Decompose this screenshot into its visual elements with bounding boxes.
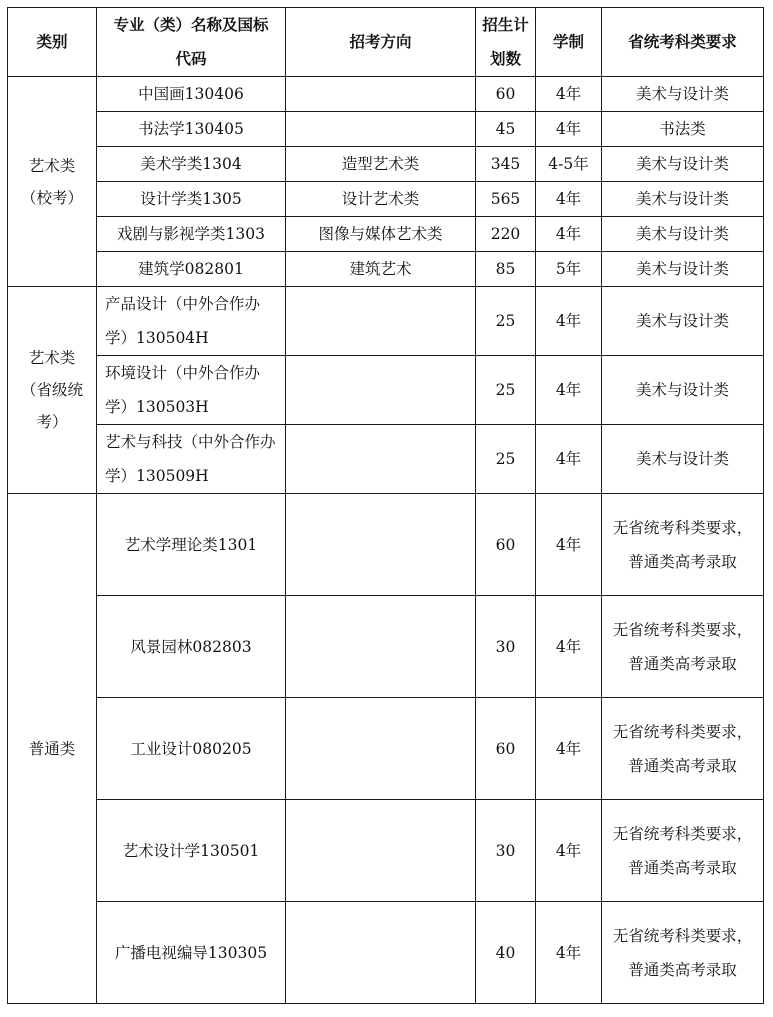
major-cell: 设计学类1305 xyxy=(97,182,286,217)
requirement-cell: 无省统考科类要求，普通类高考录取 xyxy=(602,800,764,902)
category-cell: 艺术类（校考） xyxy=(8,77,97,287)
major-cell: 环境设计（中外合作办学）130503H xyxy=(97,356,286,425)
enrollment-plan-table xyxy=(7,7,764,1004)
header-plan: 招生计划数 xyxy=(476,8,536,77)
requirement-cell: 美术与设计类 xyxy=(602,182,764,217)
table-row xyxy=(8,147,764,182)
requirement-cell: 无省统考科类要求，普通类高考录取 xyxy=(602,902,764,1004)
plan-cell: 40 xyxy=(476,902,536,1004)
requirement-cell: 美术与设计类 xyxy=(602,252,764,287)
requirement-cell: 美术与设计类 xyxy=(602,217,764,252)
major-cell: 广播电视编导130305 xyxy=(97,902,286,1004)
direction-cell xyxy=(286,596,476,698)
table-row xyxy=(8,356,764,425)
major-cell: 戏剧与影视学类1303 xyxy=(97,217,286,252)
major-cell: 艺术与科技（中外合作办学）130509H xyxy=(97,425,286,494)
requirement-cell: 美术与设计类 xyxy=(602,147,764,182)
major-cell: 艺术设计学130501 xyxy=(97,800,286,902)
requirement-cell: 美术与设计类 xyxy=(602,287,764,356)
major-cell: 中国画130406 xyxy=(97,77,286,112)
direction-cell xyxy=(286,287,476,356)
requirement-cell: 无省统考科类要求，普通类高考录取 xyxy=(602,698,764,800)
duration-cell: 4年 xyxy=(536,182,602,217)
table-row xyxy=(8,252,764,287)
direction-cell: 造型艺术类 xyxy=(286,147,476,182)
table-row xyxy=(8,800,764,902)
plan-cell: 220 xyxy=(476,217,536,252)
table-row xyxy=(8,698,764,800)
duration-cell: 4年 xyxy=(536,356,602,425)
plan-cell: 345 xyxy=(476,147,536,182)
category-cell: 普通类 xyxy=(8,494,97,1004)
direction-cell xyxy=(286,356,476,425)
table-row xyxy=(8,494,764,596)
plan-cell: 85 xyxy=(476,252,536,287)
plan-cell: 25 xyxy=(476,425,536,494)
duration-cell: 4年 xyxy=(536,800,602,902)
direction-cell xyxy=(286,800,476,902)
header-duration: 学制 xyxy=(536,8,602,77)
plan-cell: 60 xyxy=(476,77,536,112)
header-category: 类别 xyxy=(8,8,97,77)
duration-cell: 4年 xyxy=(536,287,602,356)
direction-cell xyxy=(286,698,476,800)
table-row xyxy=(8,77,764,112)
direction-cell xyxy=(286,494,476,596)
major-cell: 工业设计080205 xyxy=(97,698,286,800)
plan-cell: 45 xyxy=(476,112,536,147)
duration-cell: 4年 xyxy=(536,494,602,596)
duration-cell: 4年 xyxy=(536,77,602,112)
major-cell: 建筑学082801 xyxy=(97,252,286,287)
header-direction: 招考方向 xyxy=(286,8,476,77)
direction-cell xyxy=(286,425,476,494)
plan-cell: 30 xyxy=(476,800,536,902)
requirement-cell: 美术与设计类 xyxy=(602,77,764,112)
table-row xyxy=(8,425,764,494)
requirement-cell: 无省统考科类要求，普通类高考录取 xyxy=(602,494,764,596)
direction-cell: 设计艺术类 xyxy=(286,182,476,217)
table-row xyxy=(8,596,764,698)
plan-cell: 25 xyxy=(476,287,536,356)
duration-cell: 4年 xyxy=(536,217,602,252)
table-row xyxy=(8,217,764,252)
duration-cell: 4-5年 xyxy=(536,147,602,182)
duration-cell: 5年 xyxy=(536,252,602,287)
plan-cell: 60 xyxy=(476,698,536,800)
major-cell: 艺术学理论类1301 xyxy=(97,494,286,596)
requirement-cell: 美术与设计类 xyxy=(602,425,764,494)
major-cell: 书法学130405 xyxy=(97,112,286,147)
header-row xyxy=(8,8,764,77)
plan-cell: 565 xyxy=(476,182,536,217)
duration-cell: 4年 xyxy=(536,596,602,698)
plan-cell: 30 xyxy=(476,596,536,698)
direction-cell: 建筑艺术 xyxy=(286,252,476,287)
direction-cell xyxy=(286,77,476,112)
duration-cell: 4年 xyxy=(536,902,602,1004)
table-row xyxy=(8,902,764,1004)
direction-cell xyxy=(286,112,476,147)
major-cell: 美术学类1304 xyxy=(97,147,286,182)
category-cell: 艺术类（省级统考） xyxy=(8,287,97,494)
header-major: 专业（类）名称及国标代码 xyxy=(97,8,286,77)
requirement-cell: 书法类 xyxy=(602,112,764,147)
header-exam-requirement: 省统考科类要求 xyxy=(602,8,764,77)
requirement-cell: 无省统考科类要求，普通类高考录取 xyxy=(602,596,764,698)
duration-cell: 4年 xyxy=(536,698,602,800)
plan-cell: 60 xyxy=(476,494,536,596)
requirement-cell: 美术与设计类 xyxy=(602,356,764,425)
major-cell: 风景园林082803 xyxy=(97,596,286,698)
direction-cell: 图像与媒体艺术类 xyxy=(286,217,476,252)
table-row xyxy=(8,287,764,356)
duration-cell: 4年 xyxy=(536,425,602,494)
table-row xyxy=(8,182,764,217)
direction-cell xyxy=(286,902,476,1004)
table-row xyxy=(8,112,764,147)
duration-cell: 4年 xyxy=(536,112,602,147)
major-cell: 产品设计（中外合作办学）130504H xyxy=(97,287,286,356)
plan-cell: 25 xyxy=(476,356,536,425)
